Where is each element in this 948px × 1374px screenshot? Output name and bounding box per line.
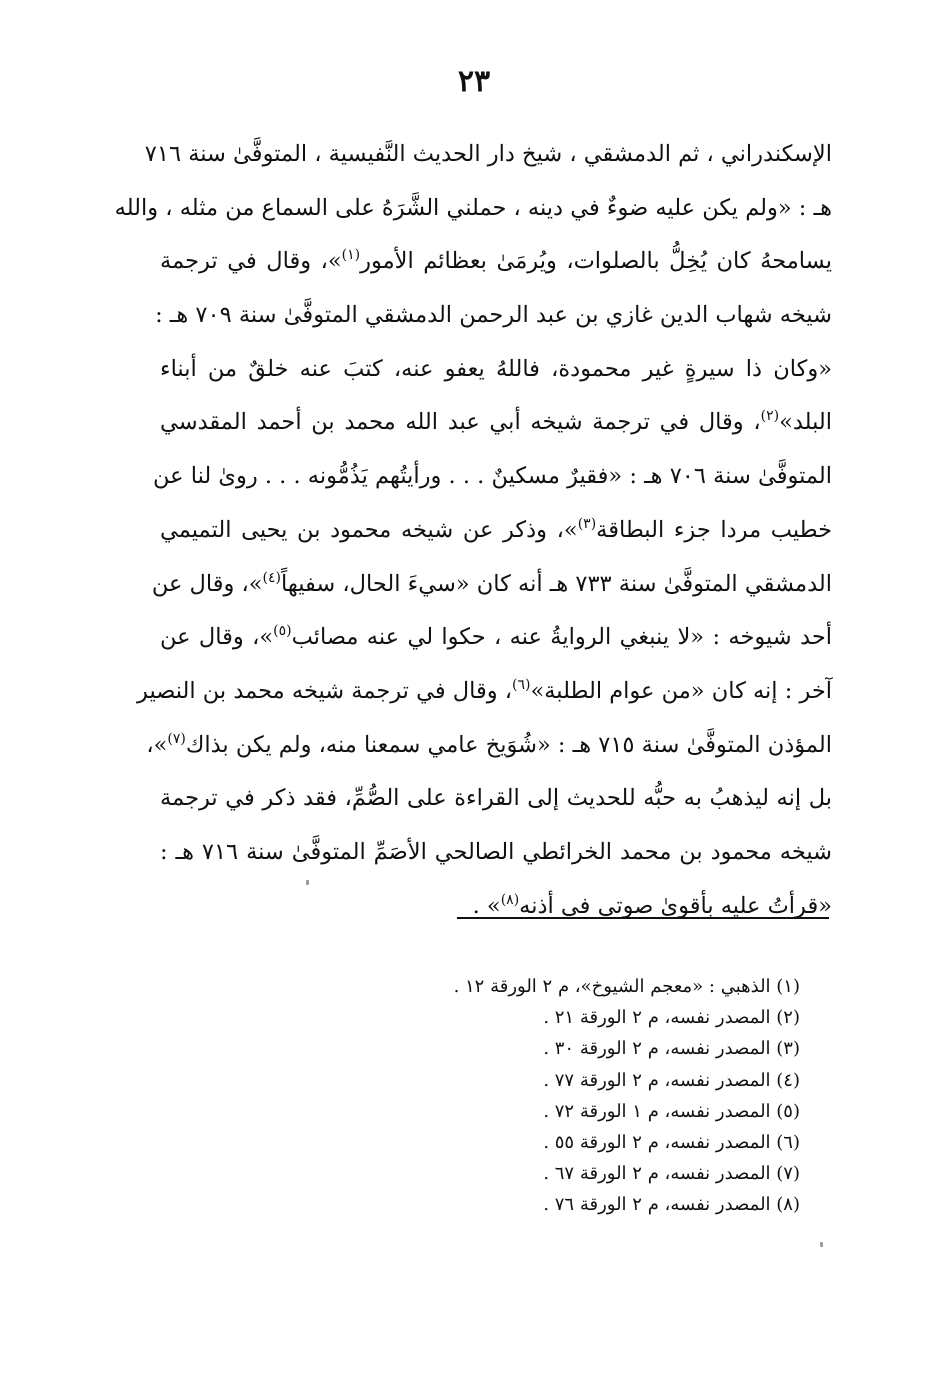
body-line: [114, 182, 832, 236]
body-line: [155, 289, 832, 343]
scan-speck: [820, 1242, 823, 1247]
footnote-item: (٥) المصدر نفسه، م ١ الورقة ٧٢ .: [543, 1100, 800, 1122]
body-line-text: يسامحهُ كان يُخِلُّ بالصلوات، ويُرمَىٰ بعظائم الأمور: [360, 248, 832, 275]
body-line: [160, 343, 832, 397]
body-line-text: شيخه محمود بن محمد الخرائطي الصالحي الأصَمِّ المتوفَّىٰ سنة ٧١٦ هـ :: [160, 838, 833, 865]
scan-speck: [306, 880, 309, 885]
body-line: [160, 235, 832, 289]
footnote-reference[interactable]: (٨): [500, 891, 520, 908]
body-line: [160, 772, 832, 826]
footnote-item: (٧) المصدر نفسه، م ٢ الورقة ٦٧ .: [543, 1163, 800, 1185]
footnote-reference[interactable]: (١): [341, 247, 361, 264]
page-number: ٢٣: [457, 64, 491, 99]
body-line-text: »، وقال عن: [151, 570, 263, 597]
body-line: [160, 611, 832, 665]
footnote-item: (٨) المصدر نفسه، م ٢ الورقة ٧٦ .: [543, 1194, 800, 1216]
footnote-reference[interactable]: (٥): [273, 623, 292, 640]
body-line-text: «وكان ذا سيرةٍ غير محمودة، فاللهُ يعفو عنه، كتبَ عنه خلقٌ من أبناء: [160, 355, 832, 382]
body-line: [160, 880, 832, 934]
body-line-text: المؤذن المتوفَّىٰ سنة ٧١٥ هـ : «شُوَيخ عامي سمعنا منه، ولم يكن بذاك: [185, 731, 832, 758]
footnote-reference[interactable]: (٦): [511, 676, 531, 693]
body-line-text: الإسكندراني ، ثم الدمشقي ، شيخ دار الحديث النَّفيسية ، المتوفَّىٰ سنة ٧١٦: [144, 141, 832, 167]
body-line-text: الدمشقي المتوفَّىٰ سنة ٧٣٣ هـ أنه كان «سيءَ الحال، سفيهاً: [281, 570, 832, 597]
body-line: [137, 665, 832, 719]
body-line-text: شيخه شهاب الدين غازي بن عبد الرحمن الدمشقي المتوفَّىٰ سنة ٧٠٩ هـ :: [155, 302, 832, 329]
body-line: [144, 128, 832, 182]
body-line-text: آخر : إنه كان «من عوام الطلبة»: [530, 677, 832, 704]
body-line-text: البلد»: [779, 409, 832, 436]
footnote-item: (٤) المصدر نفسه، م ٢ الورقة ٧٧ .: [543, 1069, 800, 1091]
body-line-text: »، وقال عن: [160, 624, 274, 651]
body-line: [146, 719, 832, 773]
footnote-reference[interactable]: (٤): [262, 569, 282, 586]
body-line-text: » .: [472, 892, 501, 919]
body-line: [160, 396, 832, 450]
body-line: [160, 826, 832, 880]
footnote-item: (٦) المصدر نفسه، م ٢ الورقة ٥٥ .: [543, 1131, 800, 1153]
body-line-text: هـ : «ولم يكن عليه ضوءٌ في دينه ، حملني الشَّرَهُ على السماع من مثله ، والله: [114, 194, 832, 221]
footnote-reference[interactable]: (٧): [167, 730, 186, 747]
footnote-item: (٢) المصدر نفسه، م ٢ الورقة ٢١ .: [543, 1007, 800, 1029]
body-line-text: »، وذكر عن شيخه محمود بن يحيى التميمي: [160, 516, 578, 543]
footnote-reference[interactable]: (٢): [760, 408, 780, 425]
body-line-text: ، وقال في ترجمة شيخه محمد بن النصير: [137, 677, 512, 704]
footnote-reference[interactable]: (٣): [577, 515, 597, 532]
body-line-text: أحد شيوخه : «لا ينبغي الروايةُ عنه ، حكوا لي عنه مصائب: [291, 624, 832, 651]
body-line: [151, 558, 832, 612]
body-line-text: ، وقال في ترجمة شيخه أبي عبد الله محمد بن أحمد المقدسي: [160, 409, 761, 436]
body-line-text: المتوفَّىٰ سنة ٧٠٦ هـ : «فقيرٌ مسكينٌ . . . ورأيتُهم يَذُمُّونه . . . روىٰ لنا عن: [153, 463, 832, 490]
body-text: [114, 128, 833, 933]
body-line: [153, 450, 832, 504]
body-line: [160, 504, 832, 558]
footnote-divider: [457, 917, 829, 919]
body-line-text: »،: [146, 731, 168, 758]
footnotes: [300, 971, 800, 1221]
body-line-text: خطيب مردا جزء البطاقة: [596, 516, 833, 543]
footnote-item: (١) الذهبي : «معجم الشيوخ»، م ٢ الورقة ١٢ .: [453, 976, 800, 997]
footnote-item: (٣) المصدر نفسه، م ٢ الورقة ٣٠ .: [543, 1038, 800, 1060]
body-line-text: »، وقال في ترجمة: [160, 248, 342, 275]
body-line-text: بل إنه ليذهبُ به حبُّه للحديث إلى القراءة على الصُّمِّ، فقد ذكر في ترجمة: [160, 785, 832, 812]
body-line-text: «قرأتُ عليه بأقوىٰ صوتي في أذنه: [519, 892, 832, 919]
